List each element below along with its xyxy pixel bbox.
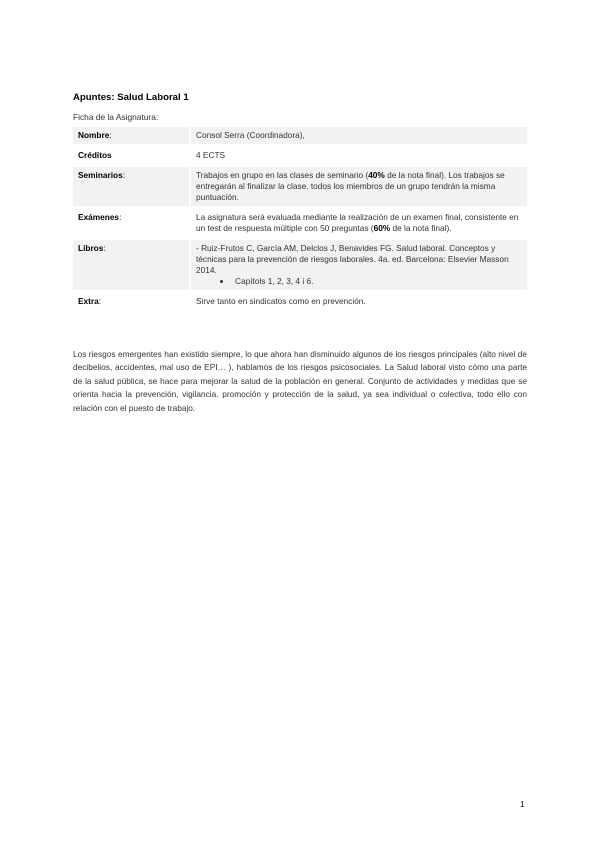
table-row bbox=[73, 293, 527, 310]
seminarios-label: Seminarios: bbox=[73, 167, 191, 206]
libros-value bbox=[191, 240, 527, 290]
examenes-label: Exámenes: bbox=[73, 209, 191, 237]
libros-reference: - Ruiz-Frutos C, García AM, Delclos J, Benavides FG. Salud laboral. Conceptos y técnicas para la prevención de riesgos laborales. 4a. ed. Barcelona: Elsevier Masson 2014. bbox=[196, 243, 509, 275]
table-row bbox=[73, 127, 527, 144]
examenes-value: La asignatura será evaluada mediante la realización de un examen final, consistente en un test de respuesta múltiple con 50 preguntas (60% de la nota final). bbox=[191, 209, 527, 237]
nombre-value: Consol Serra (Coordinadora), bbox=[191, 127, 527, 144]
creditos-label: Créditos bbox=[73, 147, 191, 164]
creditos-value: 4 ECTS bbox=[191, 147, 527, 164]
nombre-label: Nombre: bbox=[73, 127, 191, 144]
page-number: 1 bbox=[520, 799, 525, 809]
course-info-table bbox=[73, 124, 527, 313]
seminarios-value: Trabajos en grupo en las clases de seminario (40% de la nota final). Los trabajos se entregarán al finalizar la clase. todos los miembros de un grupo tendrán la misma puntuación. bbox=[191, 167, 527, 206]
libros-label: Libros: bbox=[73, 240, 191, 290]
extra-label: Extra: bbox=[73, 293, 191, 310]
extra-value: Sirve tanto en sindicatos como en prevención. bbox=[191, 293, 527, 310]
body-paragraph: Los riesgos emergentes han existido siempre, lo que ahora han disminuido algunos de los riesgos principales (alto nivel de decibelios, accidentes, mal uso de EPI… ), hablamos de los riesgos psicosociales. La Salud laboral visto cómo una parte de la salud pública, se hace para mejorar la salud de la población en general. Conjunto de actividades y medidas que se orienta hacia la prevención, vigilancia. promoción y protección de la salud, ya sea individual o colectiva, todo ello con relación con el puesto de trabajo. bbox=[73, 349, 527, 413]
document-title: Apuntes: Salud Laboral 1 bbox=[73, 92, 189, 103]
table-row bbox=[73, 240, 527, 290]
table-row bbox=[73, 209, 527, 237]
libros-chapter-list bbox=[196, 276, 522, 287]
document-subtitle: Ficha de la Asignatura: bbox=[73, 112, 159, 122]
table-row bbox=[73, 147, 527, 164]
table-row bbox=[73, 167, 527, 206]
list-item: • Capítols 1, 2, 3, 4 i 6. bbox=[232, 276, 522, 287]
